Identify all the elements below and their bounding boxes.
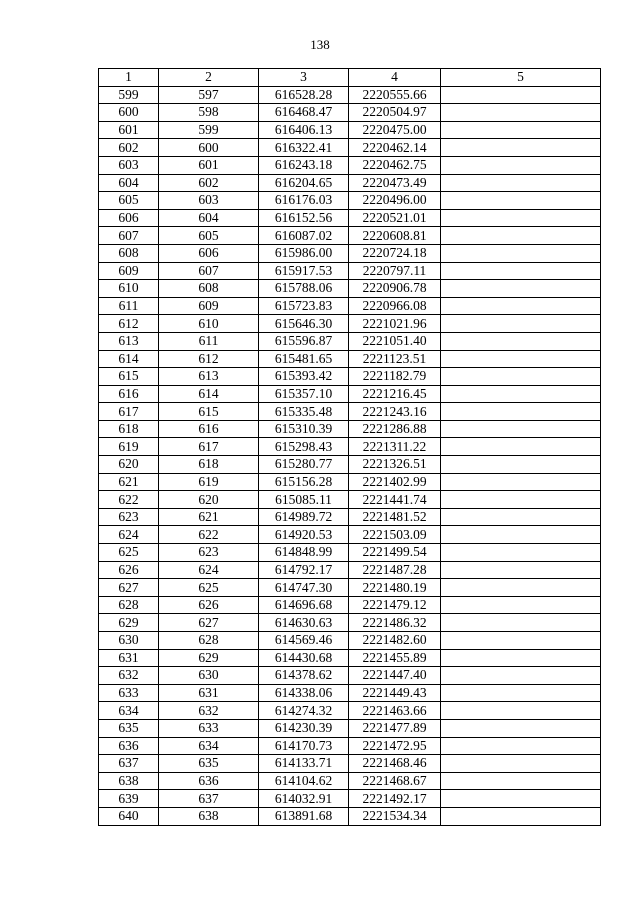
note-cell <box>441 667 601 685</box>
y-coordinate-cell: 2221477.89 <box>349 719 441 737</box>
point-number-cell: 619 <box>99 438 159 456</box>
sequence-number-cell: 629 <box>159 649 259 667</box>
note-cell <box>441 632 601 650</box>
column-header-1: 1 <box>99 69 159 87</box>
y-coordinate-cell: 2220462.75 <box>349 156 441 174</box>
y-coordinate-cell: 2221468.46 <box>349 755 441 773</box>
sequence-number-cell: 604 <box>159 209 259 227</box>
note-cell <box>441 86 601 104</box>
x-coordinate-cell: 614378.62 <box>259 667 349 685</box>
point-number-cell: 636 <box>99 737 159 755</box>
point-number-cell: 620 <box>99 456 159 474</box>
point-number-cell: 626 <box>99 561 159 579</box>
x-coordinate-cell: 614338.06 <box>259 684 349 702</box>
x-coordinate-cell: 614133.71 <box>259 755 349 773</box>
x-coordinate-cell: 614792.17 <box>259 561 349 579</box>
table-row <box>99 755 601 773</box>
point-number-cell: 615 <box>99 368 159 386</box>
x-coordinate-cell: 615393.42 <box>259 368 349 386</box>
note-cell <box>441 315 601 333</box>
y-coordinate-cell: 2221487.28 <box>349 561 441 579</box>
point-number-cell: 608 <box>99 244 159 262</box>
table-row <box>99 262 601 280</box>
x-coordinate-cell: 616087.02 <box>259 227 349 245</box>
note-cell <box>441 332 601 350</box>
note-cell <box>441 385 601 403</box>
table-row <box>99 297 601 315</box>
x-coordinate-cell: 616243.18 <box>259 156 349 174</box>
sequence-number-cell: 605 <box>159 227 259 245</box>
sequence-number-cell: 627 <box>159 614 259 632</box>
x-coordinate-cell: 615085.11 <box>259 491 349 509</box>
y-coordinate-cell: 2220462.14 <box>349 139 441 157</box>
sequence-number-cell: 612 <box>159 350 259 368</box>
note-cell <box>441 772 601 790</box>
table-row <box>99 684 601 702</box>
point-number-cell: 632 <box>99 667 159 685</box>
note-cell <box>441 350 601 368</box>
x-coordinate-cell: 614569.46 <box>259 632 349 650</box>
point-number-cell: 631 <box>99 649 159 667</box>
y-coordinate-cell: 2221503.09 <box>349 526 441 544</box>
table-row <box>99 667 601 685</box>
table-row <box>99 579 601 597</box>
point-number-cell: 635 <box>99 719 159 737</box>
point-number-cell: 634 <box>99 702 159 720</box>
table-row <box>99 244 601 262</box>
note-cell <box>441 209 601 227</box>
sequence-number-cell: 633 <box>159 719 259 737</box>
y-coordinate-cell: 2221243.16 <box>349 403 441 421</box>
y-coordinate-cell: 2221479.12 <box>349 596 441 614</box>
sequence-number-cell: 599 <box>159 121 259 139</box>
table-row <box>99 104 601 122</box>
sequence-number-cell: 609 <box>159 297 259 315</box>
y-coordinate-cell: 2221499.54 <box>349 544 441 562</box>
point-number-cell: 599 <box>99 86 159 104</box>
x-coordinate-cell: 614920.53 <box>259 526 349 544</box>
note-cell <box>441 790 601 808</box>
column-header-2: 2 <box>159 69 259 87</box>
y-coordinate-cell: 2220724.18 <box>349 244 441 262</box>
y-coordinate-cell: 2221534.34 <box>349 807 441 825</box>
sequence-number-cell: 630 <box>159 667 259 685</box>
table-row <box>99 614 601 632</box>
x-coordinate-cell: 615788.06 <box>259 280 349 298</box>
x-coordinate-cell: 615481.65 <box>259 350 349 368</box>
y-coordinate-cell: 2221402.99 <box>349 473 441 491</box>
sequence-number-cell: 622 <box>159 526 259 544</box>
sequence-number-cell: 597 <box>159 86 259 104</box>
point-number-cell: 605 <box>99 192 159 210</box>
sequence-number-cell: 602 <box>159 174 259 192</box>
sequence-number-cell: 631 <box>159 684 259 702</box>
table-row <box>99 807 601 825</box>
x-coordinate-cell: 616204.65 <box>259 174 349 192</box>
page-number: 138 <box>310 37 330 52</box>
y-coordinate-cell: 2220521.01 <box>349 209 441 227</box>
note-cell <box>441 156 601 174</box>
note-cell <box>441 121 601 139</box>
y-coordinate-cell: 2221286.88 <box>349 420 441 438</box>
point-number-cell: 638 <box>99 772 159 790</box>
sequence-number-cell: 610 <box>159 315 259 333</box>
point-number-cell: 602 <box>99 139 159 157</box>
point-number-cell: 617 <box>99 403 159 421</box>
sequence-number-cell: 615 <box>159 403 259 421</box>
x-coordinate-cell: 616152.56 <box>259 209 349 227</box>
table-row <box>99 332 601 350</box>
y-coordinate-cell: 2220475.00 <box>349 121 441 139</box>
note-cell <box>441 174 601 192</box>
note-cell <box>441 614 601 632</box>
note-cell <box>441 596 601 614</box>
column-header-3: 3 <box>259 69 349 87</box>
table-row <box>99 86 601 104</box>
x-coordinate-cell: 616406.13 <box>259 121 349 139</box>
sequence-number-cell: 623 <box>159 544 259 562</box>
y-coordinate-cell: 2221182.79 <box>349 368 441 386</box>
point-number-cell: 611 <box>99 297 159 315</box>
table-row <box>99 174 601 192</box>
x-coordinate-cell: 615596.87 <box>259 332 349 350</box>
point-number-cell: 639 <box>99 790 159 808</box>
x-coordinate-cell: 614104.62 <box>259 772 349 790</box>
sequence-number-cell: 634 <box>159 737 259 755</box>
point-number-cell: 623 <box>99 508 159 526</box>
x-coordinate-cell: 615298.43 <box>259 438 349 456</box>
table-row <box>99 508 601 526</box>
table-row <box>99 649 601 667</box>
x-coordinate-cell: 615723.83 <box>259 297 349 315</box>
sequence-number-cell: 621 <box>159 508 259 526</box>
x-coordinate-cell: 616528.28 <box>259 86 349 104</box>
y-coordinate-cell: 2221123.51 <box>349 350 441 368</box>
y-coordinate-cell: 2220797.11 <box>349 262 441 280</box>
sequence-number-cell: 624 <box>159 561 259 579</box>
point-number-cell: 622 <box>99 491 159 509</box>
table-row <box>99 315 601 333</box>
x-coordinate-cell: 616176.03 <box>259 192 349 210</box>
point-number-cell: 613 <box>99 332 159 350</box>
table-header-row <box>99 69 601 87</box>
note-cell <box>441 438 601 456</box>
table-row <box>99 139 601 157</box>
note-cell <box>441 139 601 157</box>
note-cell <box>441 561 601 579</box>
point-number-cell: 625 <box>99 544 159 562</box>
sequence-number-cell: 619 <box>159 473 259 491</box>
point-number-cell: 600 <box>99 104 159 122</box>
note-cell <box>441 526 601 544</box>
table-row <box>99 719 601 737</box>
table-row <box>99 772 601 790</box>
table-row <box>99 192 601 210</box>
table-row <box>99 209 601 227</box>
note-cell <box>441 719 601 737</box>
point-number-cell: 610 <box>99 280 159 298</box>
table-row <box>99 561 601 579</box>
note-cell <box>441 491 601 509</box>
y-coordinate-cell: 2221480.19 <box>349 579 441 597</box>
y-coordinate-cell: 2221492.17 <box>349 790 441 808</box>
sequence-number-cell: 606 <box>159 244 259 262</box>
table-row <box>99 702 601 720</box>
point-number-cell: 624 <box>99 526 159 544</box>
table-row <box>99 438 601 456</box>
x-coordinate-cell: 614848.99 <box>259 544 349 562</box>
y-coordinate-cell: 2221051.40 <box>349 332 441 350</box>
sequence-number-cell: 614 <box>159 385 259 403</box>
table-row <box>99 385 601 403</box>
y-coordinate-cell: 2220906.78 <box>349 280 441 298</box>
x-coordinate-cell: 615156.28 <box>259 473 349 491</box>
y-coordinate-cell: 2221468.67 <box>349 772 441 790</box>
table-row <box>99 403 601 421</box>
note-cell <box>441 649 601 667</box>
y-coordinate-cell: 2221311.22 <box>349 438 441 456</box>
point-number-cell: 637 <box>99 755 159 773</box>
note-cell <box>441 368 601 386</box>
y-coordinate-cell: 2221021.96 <box>349 315 441 333</box>
y-coordinate-cell: 2220473.49 <box>349 174 441 192</box>
x-coordinate-cell: 614630.63 <box>259 614 349 632</box>
x-coordinate-cell: 616468.47 <box>259 104 349 122</box>
x-coordinate-cell: 614274.32 <box>259 702 349 720</box>
x-coordinate-cell: 614696.68 <box>259 596 349 614</box>
sequence-number-cell: 616 <box>159 420 259 438</box>
y-coordinate-cell: 2221326.51 <box>349 456 441 474</box>
note-cell <box>441 280 601 298</box>
table-row <box>99 121 601 139</box>
sequence-number-cell: 632 <box>159 702 259 720</box>
x-coordinate-cell: 615917.53 <box>259 262 349 280</box>
x-coordinate-cell: 614989.72 <box>259 508 349 526</box>
point-number-cell: 609 <box>99 262 159 280</box>
point-number-cell: 621 <box>99 473 159 491</box>
y-coordinate-cell: 2221216.45 <box>349 385 441 403</box>
note-cell <box>441 297 601 315</box>
x-coordinate-cell: 615986.00 <box>259 244 349 262</box>
table-row <box>99 632 601 650</box>
x-coordinate-cell: 616322.41 <box>259 139 349 157</box>
y-coordinate-cell: 2221449.43 <box>349 684 441 702</box>
y-coordinate-cell: 2221447.40 <box>349 667 441 685</box>
point-number-cell: 607 <box>99 227 159 245</box>
y-coordinate-cell: 2221486.32 <box>349 614 441 632</box>
note-cell <box>441 104 601 122</box>
note-cell <box>441 227 601 245</box>
x-coordinate-cell: 615646.30 <box>259 315 349 333</box>
table-row <box>99 350 601 368</box>
column-header-5: 5 <box>441 69 601 87</box>
x-coordinate-cell: 614170.73 <box>259 737 349 755</box>
sequence-number-cell: 603 <box>159 192 259 210</box>
table-row <box>99 737 601 755</box>
sequence-number-cell: 628 <box>159 632 259 650</box>
x-coordinate-cell: 614230.39 <box>259 719 349 737</box>
y-coordinate-cell: 2221472.95 <box>349 737 441 755</box>
sequence-number-cell: 638 <box>159 807 259 825</box>
table-row <box>99 473 601 491</box>
sequence-number-cell: 600 <box>159 139 259 157</box>
x-coordinate-cell: 615335.48 <box>259 403 349 421</box>
point-number-cell: 604 <box>99 174 159 192</box>
point-number-cell: 640 <box>99 807 159 825</box>
note-cell <box>441 755 601 773</box>
x-coordinate-cell: 614430.68 <box>259 649 349 667</box>
sequence-number-cell: 608 <box>159 280 259 298</box>
note-cell <box>441 544 601 562</box>
note-cell <box>441 807 601 825</box>
point-number-cell: 616 <box>99 385 159 403</box>
table-row <box>99 544 601 562</box>
table-row <box>99 596 601 614</box>
point-number-cell: 601 <box>99 121 159 139</box>
y-coordinate-cell: 2220555.66 <box>349 86 441 104</box>
table-row <box>99 368 601 386</box>
table-row <box>99 280 601 298</box>
x-coordinate-cell: 615357.10 <box>259 385 349 403</box>
table-row <box>99 526 601 544</box>
point-number-cell: 633 <box>99 684 159 702</box>
point-number-cell: 603 <box>99 156 159 174</box>
point-number-cell: 606 <box>99 209 159 227</box>
y-coordinate-cell: 2220504.97 <box>349 104 441 122</box>
sequence-number-cell: 620 <box>159 491 259 509</box>
note-cell <box>441 684 601 702</box>
note-cell <box>441 192 601 210</box>
x-coordinate-cell: 613891.68 <box>259 807 349 825</box>
coordinates-table <box>98 68 601 826</box>
note-cell <box>441 403 601 421</box>
note-cell <box>441 737 601 755</box>
point-number-cell: 614 <box>99 350 159 368</box>
sequence-number-cell: 607 <box>159 262 259 280</box>
sequence-number-cell: 617 <box>159 438 259 456</box>
sequence-number-cell: 618 <box>159 456 259 474</box>
table-row <box>99 227 601 245</box>
sequence-number-cell: 625 <box>159 579 259 597</box>
x-coordinate-cell: 615310.39 <box>259 420 349 438</box>
note-cell <box>441 508 601 526</box>
point-number-cell: 630 <box>99 632 159 650</box>
note-cell <box>441 456 601 474</box>
sequence-number-cell: 598 <box>159 104 259 122</box>
y-coordinate-cell: 2220608.81 <box>349 227 441 245</box>
sequence-number-cell: 637 <box>159 790 259 808</box>
y-coordinate-cell: 2221481.52 <box>349 508 441 526</box>
x-coordinate-cell: 614032.91 <box>259 790 349 808</box>
y-coordinate-cell: 2221441.74 <box>349 491 441 509</box>
table-body <box>99 86 601 825</box>
y-coordinate-cell: 2220966.08 <box>349 297 441 315</box>
note-cell <box>441 244 601 262</box>
note-cell <box>441 579 601 597</box>
y-coordinate-cell: 2221463.66 <box>349 702 441 720</box>
sequence-number-cell: 635 <box>159 755 259 773</box>
table-row <box>99 491 601 509</box>
x-coordinate-cell: 614747.30 <box>259 579 349 597</box>
x-coordinate-cell: 615280.77 <box>259 456 349 474</box>
note-cell <box>441 473 601 491</box>
sequence-number-cell: 626 <box>159 596 259 614</box>
sequence-number-cell: 611 <box>159 332 259 350</box>
note-cell <box>441 262 601 280</box>
y-coordinate-cell: 2221482.60 <box>349 632 441 650</box>
table-row <box>99 156 601 174</box>
point-number-cell: 629 <box>99 614 159 632</box>
note-cell <box>441 702 601 720</box>
table-row <box>99 790 601 808</box>
point-number-cell: 612 <box>99 315 159 333</box>
column-header-4: 4 <box>349 69 441 87</box>
table-row <box>99 456 601 474</box>
sequence-number-cell: 613 <box>159 368 259 386</box>
sequence-number-cell: 636 <box>159 772 259 790</box>
y-coordinate-cell: 2221455.89 <box>349 649 441 667</box>
sequence-number-cell: 601 <box>159 156 259 174</box>
point-number-cell: 618 <box>99 420 159 438</box>
note-cell <box>441 420 601 438</box>
point-number-cell: 627 <box>99 579 159 597</box>
y-coordinate-cell: 2220496.00 <box>349 192 441 210</box>
table-row <box>99 420 601 438</box>
point-number-cell: 628 <box>99 596 159 614</box>
